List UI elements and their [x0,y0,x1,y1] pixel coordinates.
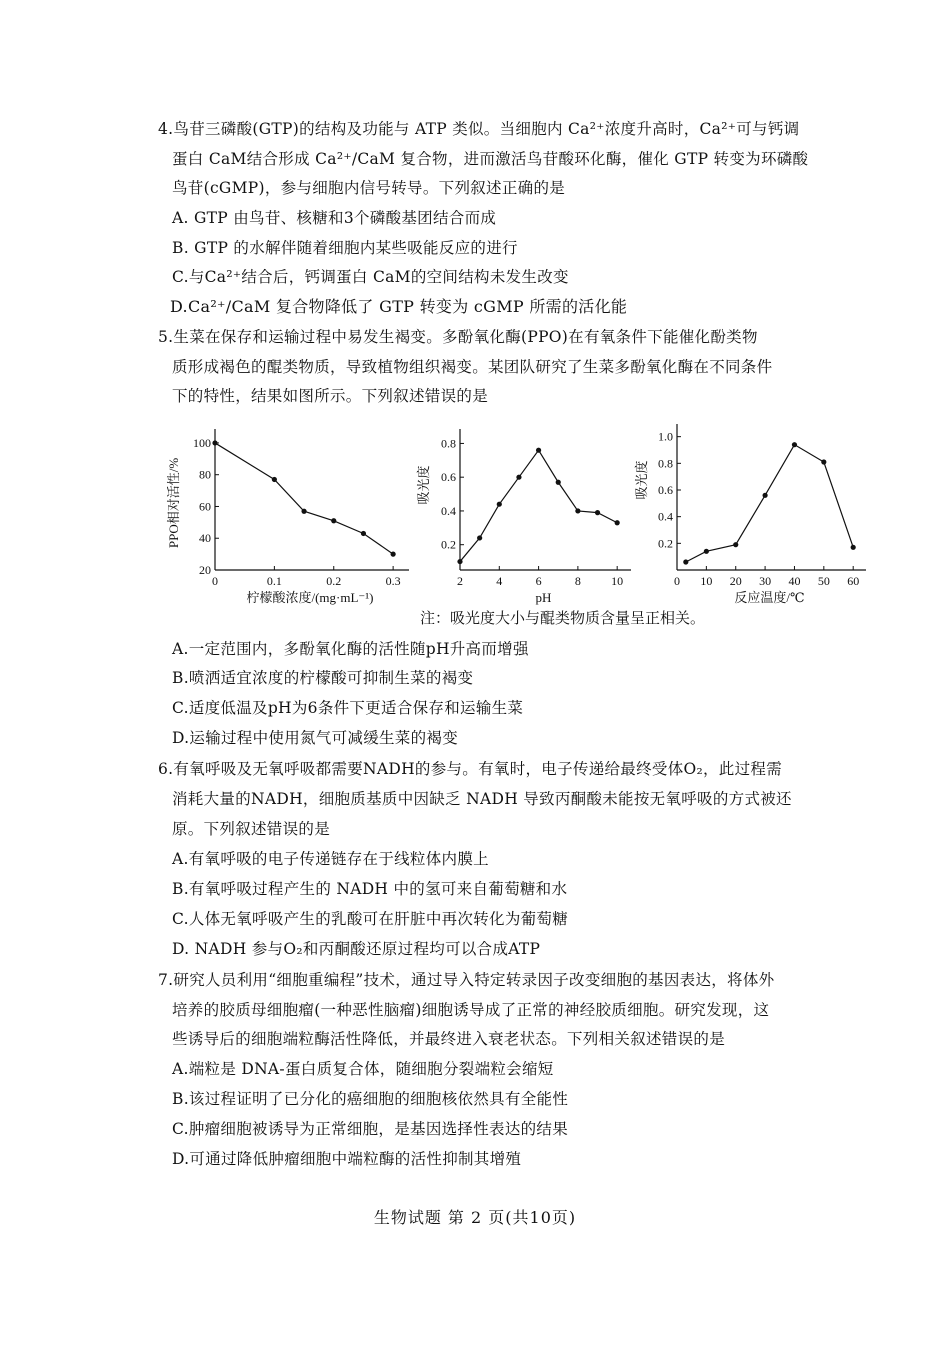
x-tick-label: 0.2 [326,574,342,588]
data-point [272,477,277,482]
x-tick-label: 6 [535,574,542,588]
data-point [575,508,580,513]
y-tick-label: 0.6 [441,470,456,485]
y-tick-label: 0.4 [441,503,456,518]
x-tick-label: 0.3 [385,574,401,588]
q4-option-b: B. GTP 的水解伴随着细胞内某些吸能反应的进行 [172,239,518,257]
data-point [615,520,620,525]
q5-stem-line-3: 下的特性，结果如图所示。下列叙述错误的是 [172,387,489,405]
q7-stem-line-2: 培养的胶质母细胞瘤(一种恶性脑瘤)细胞诱导成了正常的神经胶质细胞。研究发现，这 [172,1001,770,1019]
x-axis-label: pH [535,590,552,605]
x-tick-label: 0 [674,574,680,588]
x-tick-label: 30 [759,574,772,588]
data-point [792,442,797,447]
q6-option-d: D. NADH 参与O₂和丙酮酸还原过程均可以合成ATP [172,940,541,958]
data-point [821,459,826,464]
data-point [556,480,561,485]
y-axis-label: 吸光度 [634,460,649,500]
y-tick-label: 0.8 [658,456,673,471]
chart-note: 注：吸光度大小与醌类物质含量呈正相关。 [420,609,706,627]
q5-option-b: B.喷洒适宜浓度的柠檬酸可抑制生菜的褐变 [172,669,474,687]
data-point [361,531,366,536]
x-tick-label: 10 [611,574,624,588]
q7-option-c: C.肿瘤细胞被诱导为正常细胞，是基因选择性表达的结果 [172,1120,569,1138]
data-point [733,542,738,547]
q7-stem-line-3: 些诱导后的细胞端粒酶活性降低，并最终进入衰老状态。下列相关叙述错误的是 [172,1030,726,1048]
x-tick-label: 60 [847,574,860,588]
q7-stem-line-1: 7.研究人员利用“细胞重编程”技术，通过导入特定转录因子改变细胞的基因表达，将体外 [158,971,775,989]
y-tick-label: 60 [199,499,211,514]
q4-option-c: C.与Ca²⁺结合后，钙调蛋白 CaM的空间结构未发生改变 [172,268,569,286]
series-line [215,443,393,554]
data-point [683,559,688,564]
q6-stem-line-2: 消耗大量的NADH，细胞质基质中因缺乏 NADH 导致丙酮酸未能按无氧呼吸的方式被还 [172,790,792,808]
data-point [851,545,856,550]
x-tick-label: 0 [212,574,218,588]
q6-stem-line-1: 6.有氧呼吸及无氧呼吸都需要NADH的参与。有氧时，电子传递给最终受体O₂，此过程需 [158,760,783,778]
y-axis-label: PPO相对活性/% [166,457,181,549]
y-tick-label: 1.0 [658,429,673,444]
y-tick-label: 80 [199,467,211,482]
x-tick-label: 50 [817,574,830,588]
x-tick-label: 20 [729,574,742,588]
chart-citric-acid-svg [160,425,425,605]
data-point [536,448,541,453]
y-tick-label: 0.6 [658,483,673,497]
x-tick-label: 10 [700,574,713,588]
x-tick-label: 8 [574,574,581,588]
x-tick-label: 40 [788,574,801,588]
y-tick-label: 40 [199,531,211,546]
data-point [331,518,336,523]
y-tick-label: 20 [199,563,211,577]
x-axis-label: 柠檬酸浓度/(mg·mL⁻¹) [246,590,374,605]
q7-option-d: D.可通过降低肿瘤细胞中端粒酶的活性抑制其增殖 [172,1150,522,1168]
data-point [595,510,600,515]
data-point [212,440,217,445]
q5-stem-line-1: 5.生菜在保存和运输过程中易发生褐变。多酚氧化酶(PPO)在有氧条件下能催化酚类物 [158,328,758,346]
chart-ph [412,425,634,605]
chart-citric-acid [160,425,425,605]
y-tick-label: 0.4 [658,509,673,524]
q5-option-c: C.适度低温及pH为6条件下更适合保存和运输生菜 [172,699,524,717]
data-point [391,552,396,557]
chart-temperature-svg [630,420,870,605]
y-axis-label: 吸光度 [416,465,431,505]
chart-temperature [630,420,870,605]
data-point [762,493,767,498]
y-tick-label: 0.8 [441,436,456,451]
q4-stem-line-3: 鸟苷(cGMP)，参与细胞内信号转导。下列叙述正确的是 [172,179,566,197]
x-axis-label: 反应温度/℃ [734,590,805,605]
q5-option-a: A.一定范围内，多酚氧化酶的活性随pH升高而增强 [172,640,529,658]
q6-option-b: B.有氧呼吸过程产生的 NADH 中的氢可来自葡萄糖和水 [172,880,568,898]
x-tick-label: 2 [457,574,463,588]
data-point [516,475,521,480]
y-tick-label: 100 [193,435,211,450]
q5-option-d: D.运输过程中使用氮气可减缓生菜的褐变 [172,729,459,747]
q4-stem-line-1: 4.鸟苷三磷酸(GTP)的结构及功能与 ATP 类似。当细胞内 Ca²⁺浓度升高时，Ca²⁺可与钙调 [158,120,800,138]
data-point [457,559,462,564]
series-line [686,445,853,562]
data-point [497,502,502,507]
q4-option-a: A. GTP 由鸟苷、核糖和3个磷酸基团结合而成 [172,209,497,227]
q4-option-d: D.Ca²⁺/CaM 复合物降低了 GTP 转变为 cGMP 所需的活化能 [170,297,628,316]
data-point [301,509,306,514]
y-tick-label: 0.2 [441,537,456,552]
data-point [704,549,709,554]
q7-option-b: B.该过程证明了已分化的癌细胞的细胞核依然具有全能性 [172,1090,569,1108]
series-line [460,450,617,561]
data-point [477,535,482,540]
x-tick-label: 4 [496,574,503,588]
q4-stem-line-2: 蛋白 CaM结合形成 Ca²⁺/CaM 复合物，进而激活鸟苷酸环化酶，催化 GTP 转变为环磷酸 [172,150,809,168]
q5-stem-line-2: 质形成褐色的醌类物质，导致植物组织褐变。某团队研究了生菜多酚氧化酶在不同条件 [172,358,773,376]
x-tick-label: 0.1 [266,574,282,588]
y-tick-label: 0.2 [658,536,673,551]
chart-ph-svg [412,425,634,605]
q6-option-c: C.人体无氧呼吸产生的乳酸可在肝脏中再次转化为葡萄糖 [172,910,569,928]
q6-stem-line-3: 原。下列叙述错误的是 [172,820,331,838]
q6-option-a: A.有氧呼吸的电子传递链存在于线粒体内膜上 [172,850,489,868]
page-footer: 生物试题 第 2 页(共10页) [373,1208,577,1227]
q7-option-a: A.端粒是 DNA-蛋白质复合体，随细胞分裂端粒会缩短 [172,1060,554,1078]
